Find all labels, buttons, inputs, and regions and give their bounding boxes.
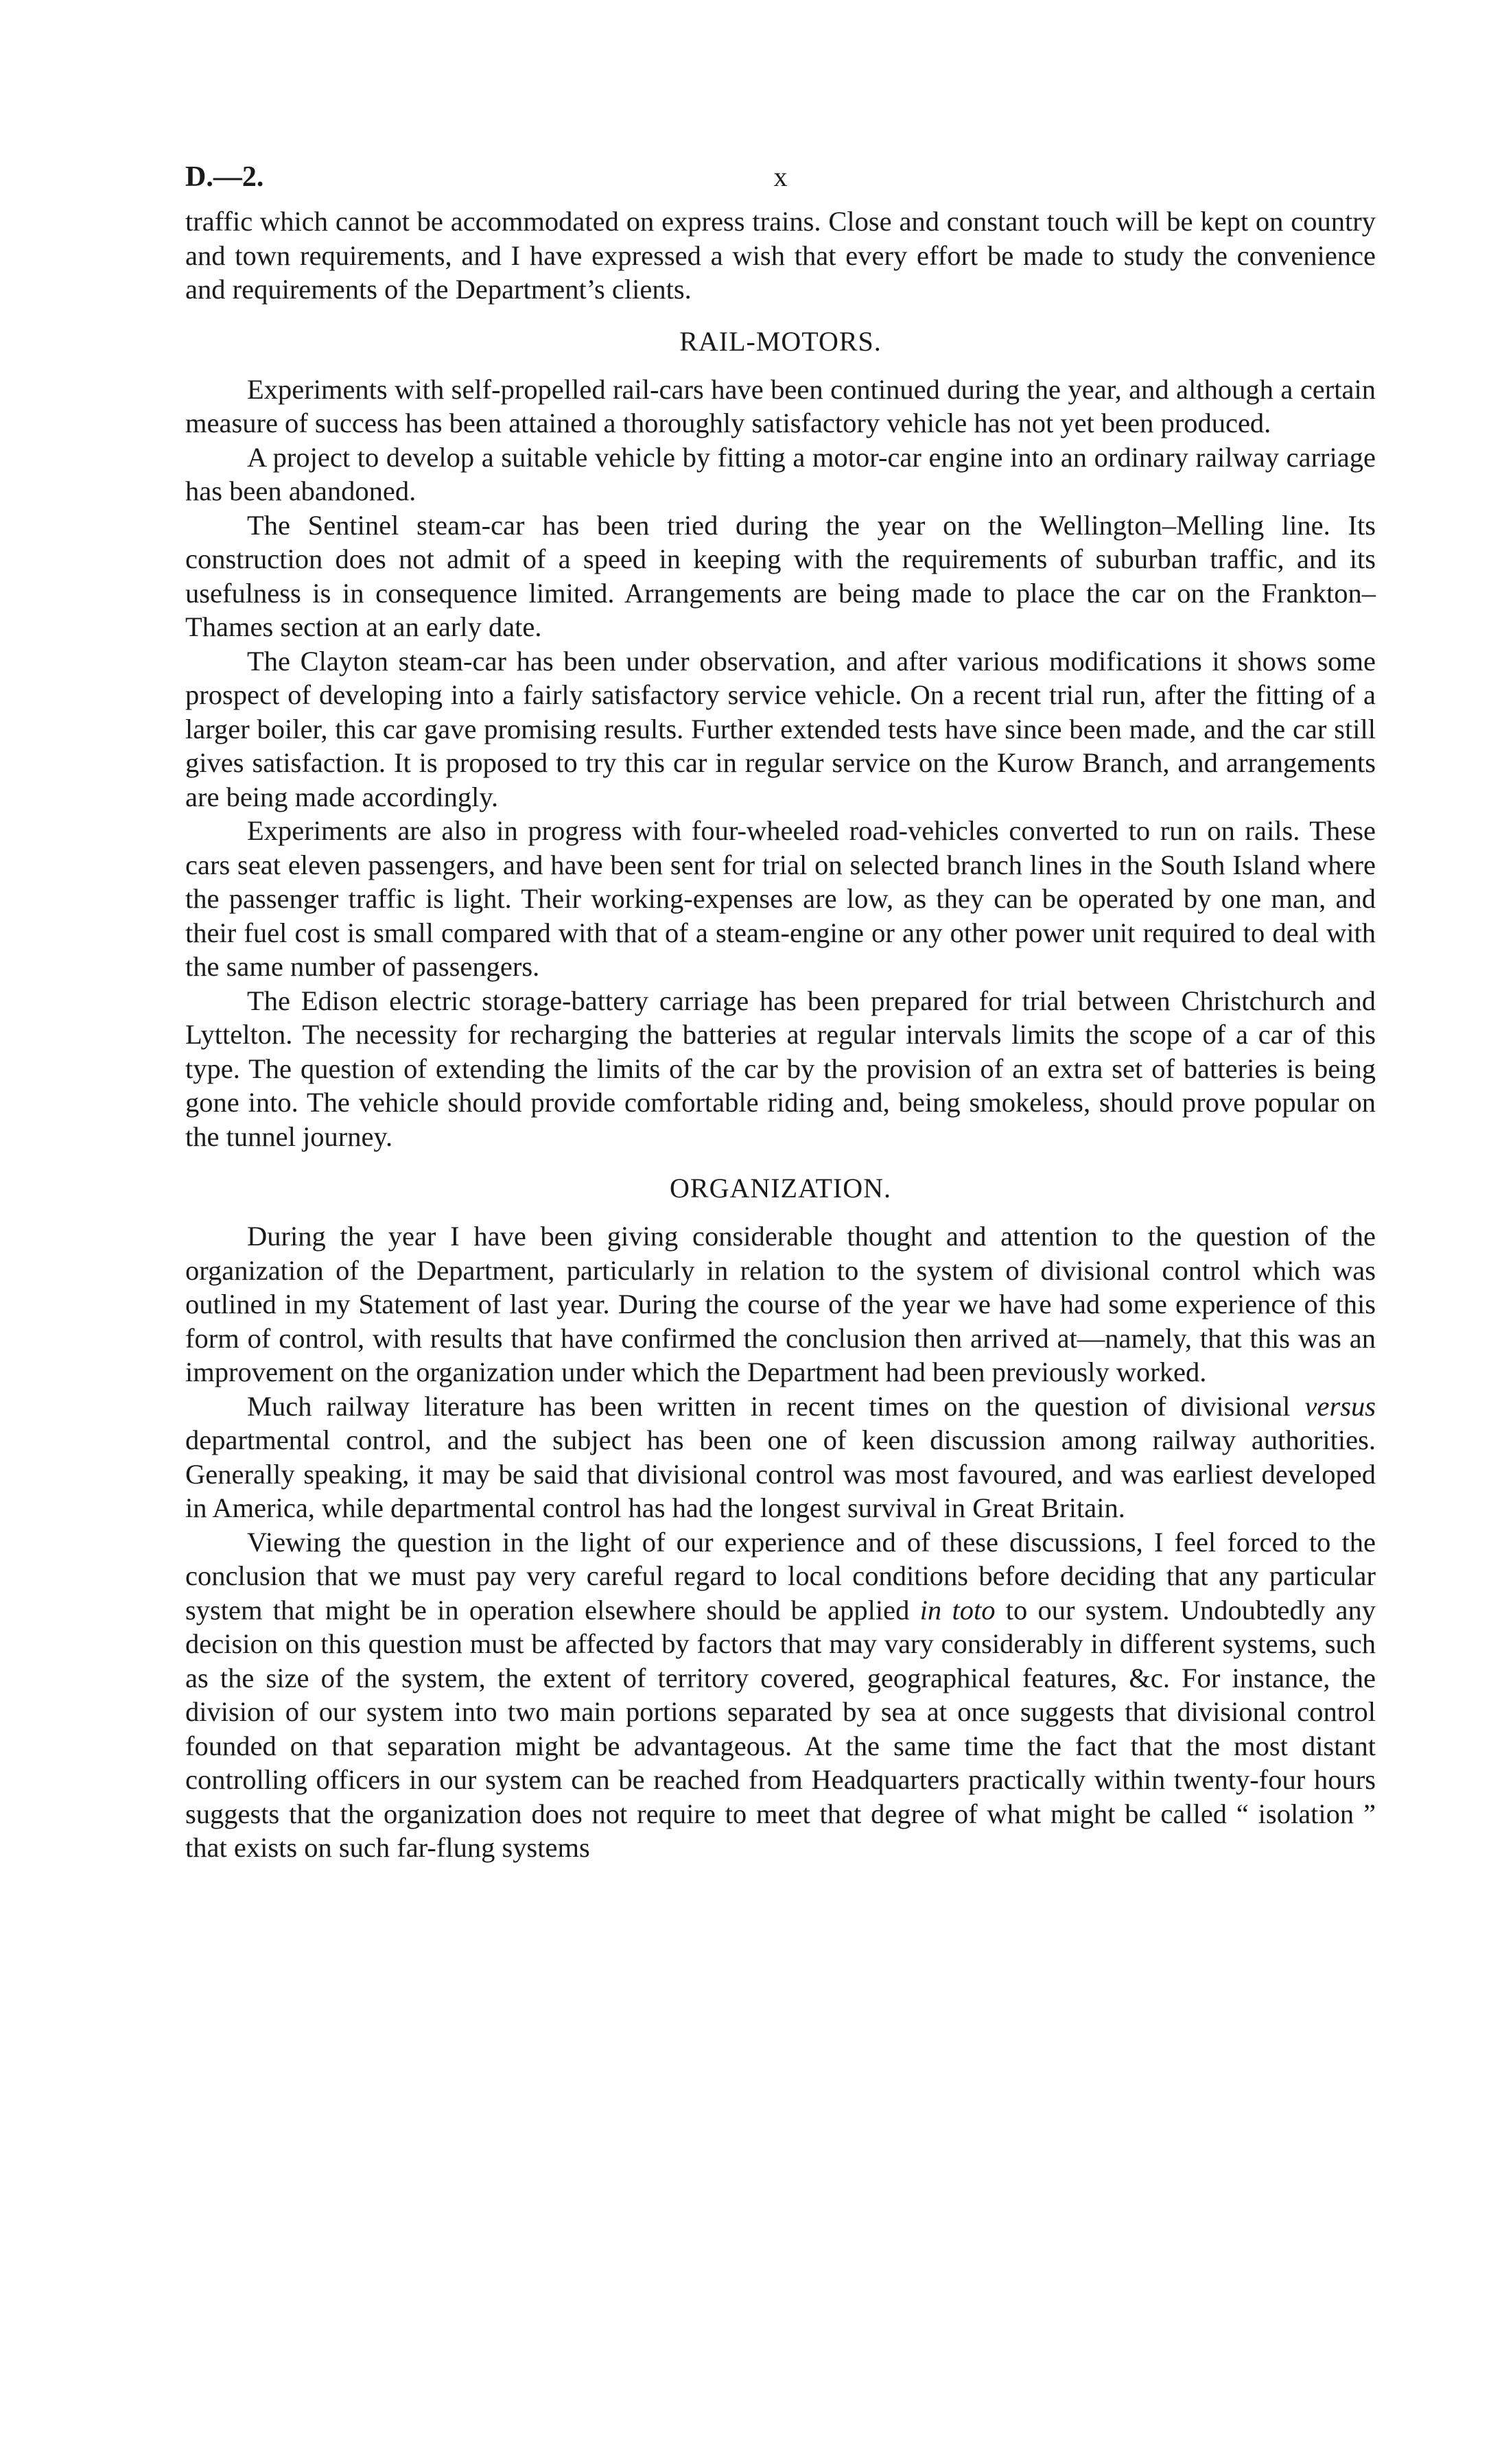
- rail-motors-paragraph-5: Experiments are also in progress with four-wheeled road-vehicles converted to run on rails. These cars seat eleven passengers, and have been sent for trial on selected branch lines in the South Island where the passenger traffic is light. Their working-expenses are low, as they can be operated by one man, and their fuel cost is small compared with that of a steam-engine or any other power unit required to deal with the same number of passengers.: [185, 815, 1376, 982]
- organization-paragraph-3-text-b: to our system. Undoubtedly any decision on this question must be affected by factors that may vary considerably in different systems, such as the size of the system, the extent of territory covered, geographical features, &c. For instance, the division of our system into two main portions separated by sea at once suggests that divisional control founded on that separation might be advantageous. At the same time the fact that the most distant controlling officers in our system can be reached from Headquarters practically within twenty-four hours suggests that the organization does not require to meet that degree of what might be called “ isolation ” that exists on such far-flung systems: [185, 1594, 1376, 1863]
- rail-motors-paragraph-4: The Clayton steam-car has been under observation, and after various modifications it shows some prospect of developing into a fairly satisfactory service vehicle. On a recent trial run, after the fitting of a larger boiler, this car gave promising results. Further extended tests have since been made, and the car still gives satisfaction. It is proposed to try this car in regular service on the Kurow Branch, and arrangements are being made accordingly.: [185, 645, 1376, 812]
- organization-paragraph-3: [185, 1525, 1376, 1865]
- organization-paragraph-1: During the year I have been giving considerable thought and attention to the question of the organization of the Department, particularly in relation to the system of divisional control which was outlined in my Statement of last year. During the course of the year we have had some experience of this form of control, with results that have confirmed the conclusion then arrived at—namely, that this was an improvement on the organization under which the Department had been previously worked.: [185, 1221, 1376, 1387]
- document-reference: D.—2.: [185, 161, 264, 193]
- page-number: x: [773, 161, 788, 192]
- organization-paragraph-2-text-b: departmental control, and the subject has been one of keen discussion among railway authorities. Generally speaking, it may be said that divisional control was most favoured, and was earliest developed in America, while departmental control has had the longest survival in Great Britain.: [185, 1424, 1376, 1523]
- organization-paragraph-2-text-a: Much railway literature has been written in recent times on the question of divisional: [247, 1390, 1305, 1422]
- paragraph-intro: traffic which cannot be accommodated on express trains. Close and constant touch will be kept on country and town requirements, and I have expressed a wish that every effort be made to study the convenience and requirements of the Department’s clients.: [185, 206, 1376, 305]
- organization-paragraph-3-italic: in toto: [919, 1594, 996, 1626]
- rail-motors-paragraph-6: The Edison electric storage-battery carriage has been prepared for trial between Christchurch and Lyttelton. The necessity for recharging the batteries at regular intervals limits the scope of a car of this type. The question of extending the limits of the car by the provision of an extra set of batteries is being gone into. The vehicle should provide comfortable riding and, being smokeless, should prove popular on the tunnel journey.: [185, 985, 1376, 1152]
- page-header: [185, 156, 1376, 204]
- section-heading-organization: ORGANIZATION.: [670, 1173, 891, 1204]
- organization-paragraph-2-italic: versus: [1304, 1390, 1376, 1422]
- rail-motors-paragraph-2: A project to develop a suitable vehicle by fitting a motor-car engine into an ordinary railway carriage has been abandoned.: [185, 441, 1376, 506]
- organization-paragraph-3-text-a: Viewing the question in the light of our experience and of these discussions, I feel forced to the conclusion that we must pay very careful regard to local conditions before deciding that any particular system that might be in operation elsewhere should be applied: [185, 1526, 1376, 1626]
- document-page: [185, 156, 1376, 1865]
- organization-paragraph-2: [185, 1389, 1376, 1525]
- rail-motors-paragraph-3: The Sentinel steam-car has been tried during the year on the Wellington–Melling line. Its construction does not admit of a speed in keeping with the requirements of suburban traffic, and its usefulness is in consequence limited. Arrangements are being made to place the car on the Frankton–Thames section at an early date.: [185, 509, 1376, 642]
- section-heading-rail-motors: RAIL-MOTORS.: [679, 325, 882, 357]
- rail-motors-paragraph-1: Experiments with self-propelled rail-cars have been continued during the year, and although a certain measure of success has been attained a thoroughly satisfactory vehicle has not yet been produced.: [185, 373, 1376, 438]
